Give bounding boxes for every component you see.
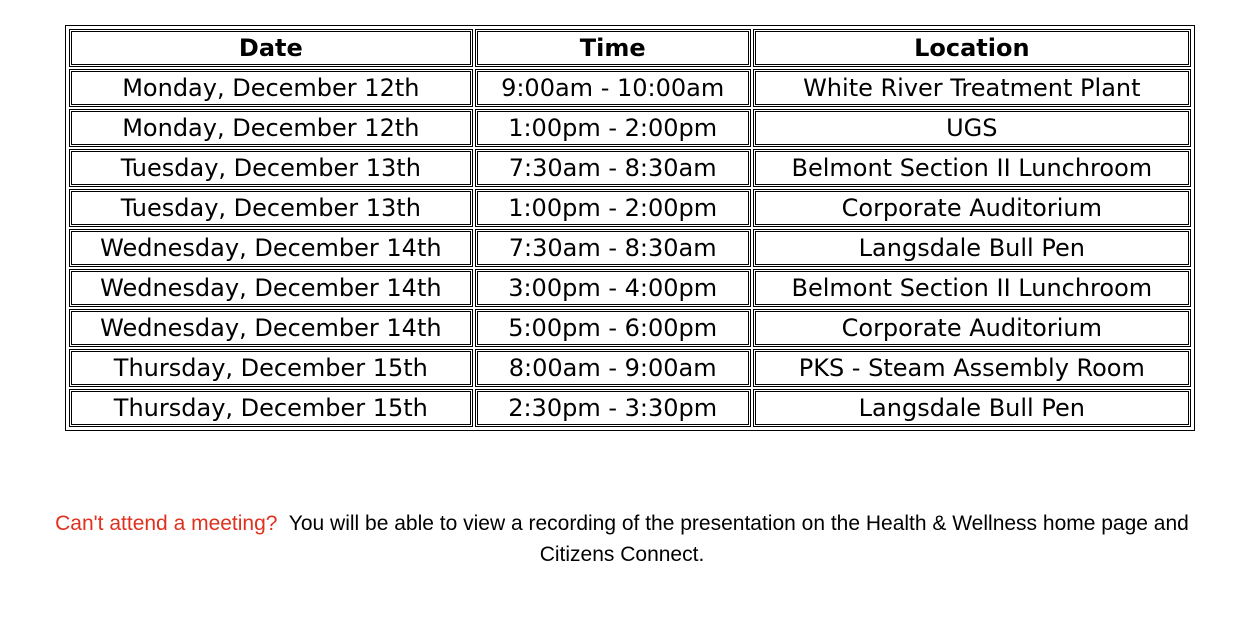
cell-location: PKS - Steam Assembly Room — [753, 349, 1191, 387]
recording-note — [40, 508, 1204, 570]
cell-time: 7:30am - 8:30am — [475, 149, 751, 187]
cell-date: Thursday, December 15th — [69, 389, 473, 427]
cell-location: Corporate Auditorium — [753, 189, 1191, 227]
table-row — [69, 69, 1191, 107]
cell-date: Monday, December 12th — [69, 109, 473, 147]
table-row — [69, 389, 1191, 427]
cell-time: 8:00am - 9:00am — [475, 349, 751, 387]
note-prompt: Can't attend a meeting? — [55, 512, 278, 535]
cell-date: Tuesday, December 13th — [69, 149, 473, 187]
cell-location: UGS — [753, 109, 1191, 147]
cell-time: 7:30am - 8:30am — [475, 229, 751, 267]
header-date: Date — [69, 29, 473, 67]
cell-time: 2:30pm - 3:30pm — [475, 389, 751, 427]
cell-location: Langsdale Bull Pen — [753, 389, 1191, 427]
cell-location: Belmont Section II Lunchroom — [753, 269, 1191, 307]
table-row — [69, 189, 1191, 227]
cell-location: Belmont Section II Lunchroom — [753, 149, 1191, 187]
cell-date: Tuesday, December 13th — [69, 189, 473, 227]
cell-time: 1:00pm - 2:00pm — [475, 109, 751, 147]
table-row — [69, 269, 1191, 307]
header-location: Location — [753, 29, 1191, 67]
cell-date: Wednesday, December 14th — [69, 229, 473, 267]
meeting-schedule-table-frame — [65, 25, 1195, 431]
cell-time: 3:00pm - 4:00pm — [475, 269, 751, 307]
cell-time: 9:00am - 10:00am — [475, 69, 751, 107]
cell-time: 5:00pm - 6:00pm — [475, 309, 751, 347]
cell-location: Corporate Auditorium — [753, 309, 1191, 347]
cell-date: Wednesday, December 14th — [69, 309, 473, 347]
table-row — [69, 149, 1191, 187]
cell-location: Langsdale Bull Pen — [753, 229, 1191, 267]
table-row — [69, 109, 1191, 147]
meeting-schedule-table — [67, 27, 1193, 429]
table-header-row — [69, 29, 1191, 67]
cell-date: Monday, December 12th — [69, 69, 473, 107]
table-row — [69, 309, 1191, 347]
cell-date: Wednesday, December 14th — [69, 269, 473, 307]
cell-location: White River Treatment Plant — [753, 69, 1191, 107]
cell-date: Thursday, December 15th — [69, 349, 473, 387]
table-row — [69, 349, 1191, 387]
note-text: You will be able to view a recording of the presentation on the Health & Wellness home page and Citizens Connect. — [288, 512, 1189, 566]
header-time: Time — [475, 29, 751, 67]
cell-time: 1:00pm - 2:00pm — [475, 189, 751, 227]
table-row — [69, 229, 1191, 267]
